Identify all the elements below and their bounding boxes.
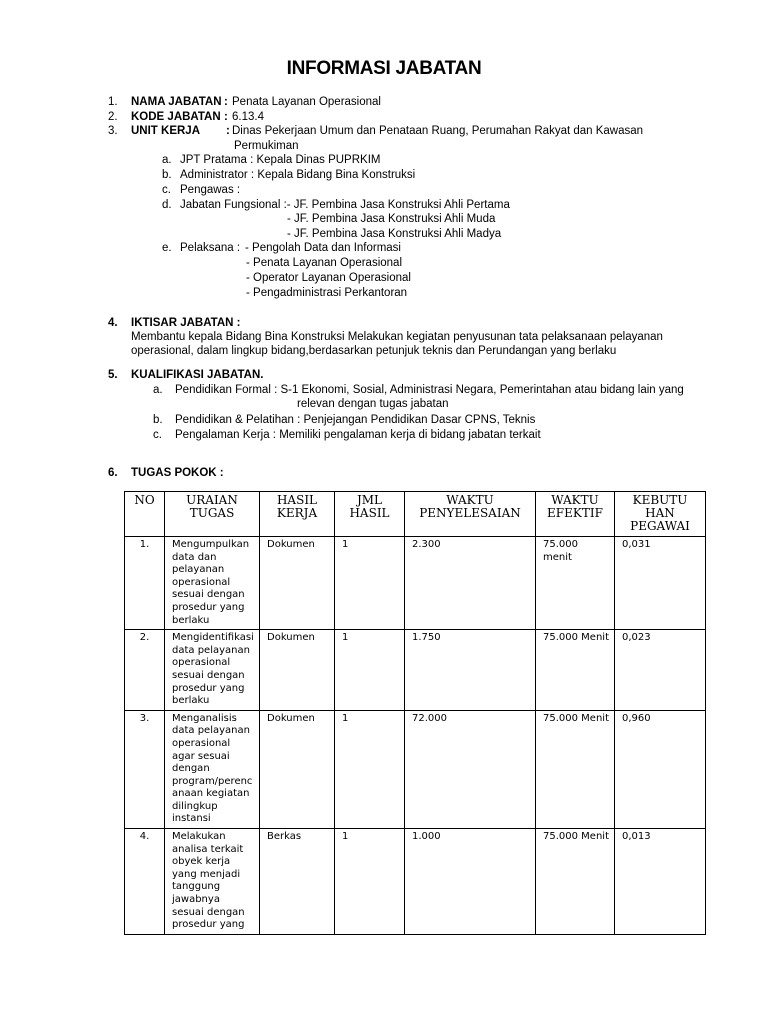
kode-jabatan-label: KODE JABATAN [131,111,221,123]
list-marker: a. [153,384,163,396]
jpt-pratama: JPT Pratama : Kepala Dinas PUPRKIM [180,154,381,166]
cell-kebutuhan: 0,960 [615,710,706,828]
unit-kerja-label: UNIT KERJA [131,125,201,137]
pengalaman-kerja: Pengalaman Kerja : Memiliki pengalaman kerja di bidang jabatan terkait [175,429,541,441]
col-header-no: NO [125,492,165,537]
cell-kebutuhan: 0,013 [615,829,706,935]
pelaksana-item: - Pengolah Data dan Informasi [245,242,401,254]
cell-waktu-efektif: 75.000 menit [536,537,615,630]
list-marker: a. [162,154,172,166]
nama-jabatan-label: NAMA JABATAN [131,96,222,108]
cell-waktu-penyelesaian: 1.750 [405,630,536,711]
nama-jabatan-value: Penata Layanan Operasional [232,96,381,108]
item-number-3: 3. [108,125,118,137]
col-header-uraian: URAIAN TUGAS [165,492,260,537]
list-marker: c. [162,184,171,196]
pelaksana-item: - Penata Layanan Operasional [246,257,402,269]
col-header-kebutuhan: KEBUTU HAN PEGAWAI [615,492,706,537]
cell-jml: 1 [335,829,405,935]
cell-no: 1. [125,537,165,630]
item-number-2: 2. [108,111,118,123]
cell-uraian: Mengumpulkan data dan pelayanan operasional sesuai dengan prosedur yang berlaku [165,537,260,630]
cell-hasil: Berkas [260,829,335,935]
cell-uraian: Mengidentifikasi data pelayanan operasional sesuai dengan prosedur yang berlaku [165,630,260,711]
unit-kerja-value-cont: Permukiman [234,140,299,152]
cell-no: 3. [125,710,165,828]
list-marker: e. [162,242,172,254]
cell-waktu-penyelesaian: 1.000 [405,829,536,935]
cell-kebutuhan: 0,031 [615,537,706,630]
cell-waktu-efektif: 75.000 Menit [536,829,615,935]
unit-kerja-colon: : [226,125,230,137]
cell-jml: 1 [335,710,405,828]
item-number-4: 4. [108,317,118,329]
list-marker: c. [153,429,162,441]
col-header-waktu-efektif: WAKTU EFEKTIF [536,492,615,537]
table-row [125,829,706,935]
cell-uraian: Menganalisis data pelayanan operasional agar sesuai dengan program/perencanaan kegiatan dilingkup instansi [165,710,260,828]
col-header-hasil: HASIL KERJA [260,492,335,537]
jabatan-fungsional-muda: - JF. Pembina Jasa Konstruksi Ahli Muda [287,213,496,225]
iktisar-jabatan-text-cont: operasional, dalam lingkup bidang,berdasarkan petunjuk teknis dan Perundangan yang berlaku [131,345,617,357]
cell-waktu-efektif: 75.000 Menit [536,710,615,828]
table-row [125,630,706,711]
kode-jabatan-colon: : [224,111,228,123]
cell-no: 2. [125,630,165,711]
tugas-pokok-heading: TUGAS POKOK : [131,467,224,479]
cell-no: 4. [125,829,165,935]
list-marker: b. [162,169,172,181]
cell-waktu-penyelesaian: 2.300 [405,537,536,630]
item-number-1: 1. [108,96,118,108]
item-number-5: 5. [108,369,118,381]
cell-jml: 1 [335,537,405,630]
cell-hasil: Dokumen [260,630,335,711]
col-header-jml: JML HASIL [335,492,405,537]
jabatan-fungsional-madya: - JF. Pembina Jasa Konstruksi Ahli Madya [287,228,502,240]
pelaksana-item: - Pengadministrasi Perkantoran [246,287,408,299]
administrator: Administrator : Kepala Bidang Bina Konstruksi [180,169,416,181]
col-header-waktu-penyelesaian: WAKTU PENYELESAIAN [405,492,536,537]
cell-uraian: Melakukan analisa terkait obyek kerja yang menjadi tanggung jawabnya sesuai dengan prosedur yang [165,829,260,935]
iktisar-jabatan-text: Membantu kepala Bidang Bina Konstruksi Melakukan kegiatan penyusunan tata pelaksanaan pelayanan [131,331,663,343]
cell-kebutuhan: 0,023 [615,630,706,711]
table-header-row [125,492,706,537]
jabatan-fungsional: Jabatan Fungsional :- JF. Pembina Jasa Konstruksi Ahli Pertama [180,199,510,211]
cell-waktu-efektif: 75.000 Menit [536,630,615,711]
table-row [125,537,706,630]
kualifikasi-jabatan-heading: KUALIFIKASI JABATAN. [131,369,264,381]
pendidikan-formal: Pendidikan Formal : S-1 Ekonomi, Sosial, Administrasi Negara, Pemerintahan atau bidang lain yang [175,384,684,396]
page-title: INFORMASI JABATAN [286,58,482,79]
cell-hasil: Dokumen [260,710,335,828]
iktisar-jabatan-heading: IKTISAR JABATAN : [131,317,241,329]
pelaksana-label: Pelaksana : [180,242,241,254]
cell-jml: 1 [335,630,405,711]
cell-waktu-penyelesaian: 72.000 [405,710,536,828]
pengawas: Pengawas : [180,184,241,196]
pendidikan-pelatihan: Pendidikan & Pelatihan : Penjejangan Pendidikan Dasar CPNS, Teknis [175,414,536,426]
tugas-pokok-table [124,491,706,935]
pendidikan-formal-cont: relevan dengan tugas jabatan [297,398,449,410]
pelaksana-item: - Operator Layanan Operasional [246,272,411,284]
unit-kerja-value: Dinas Pekerjaan Umum dan Penataan Ruang, Perumahan Rakyat dan Kawasan [232,125,644,137]
list-marker: d. [162,199,172,211]
nama-jabatan-colon: : [224,96,228,108]
item-number-6: 6. [108,467,118,479]
kode-jabatan-value: 6.13.4 [232,111,264,123]
table-row [125,710,706,828]
cell-hasil: Dokumen [260,537,335,630]
list-marker: b. [153,414,163,426]
